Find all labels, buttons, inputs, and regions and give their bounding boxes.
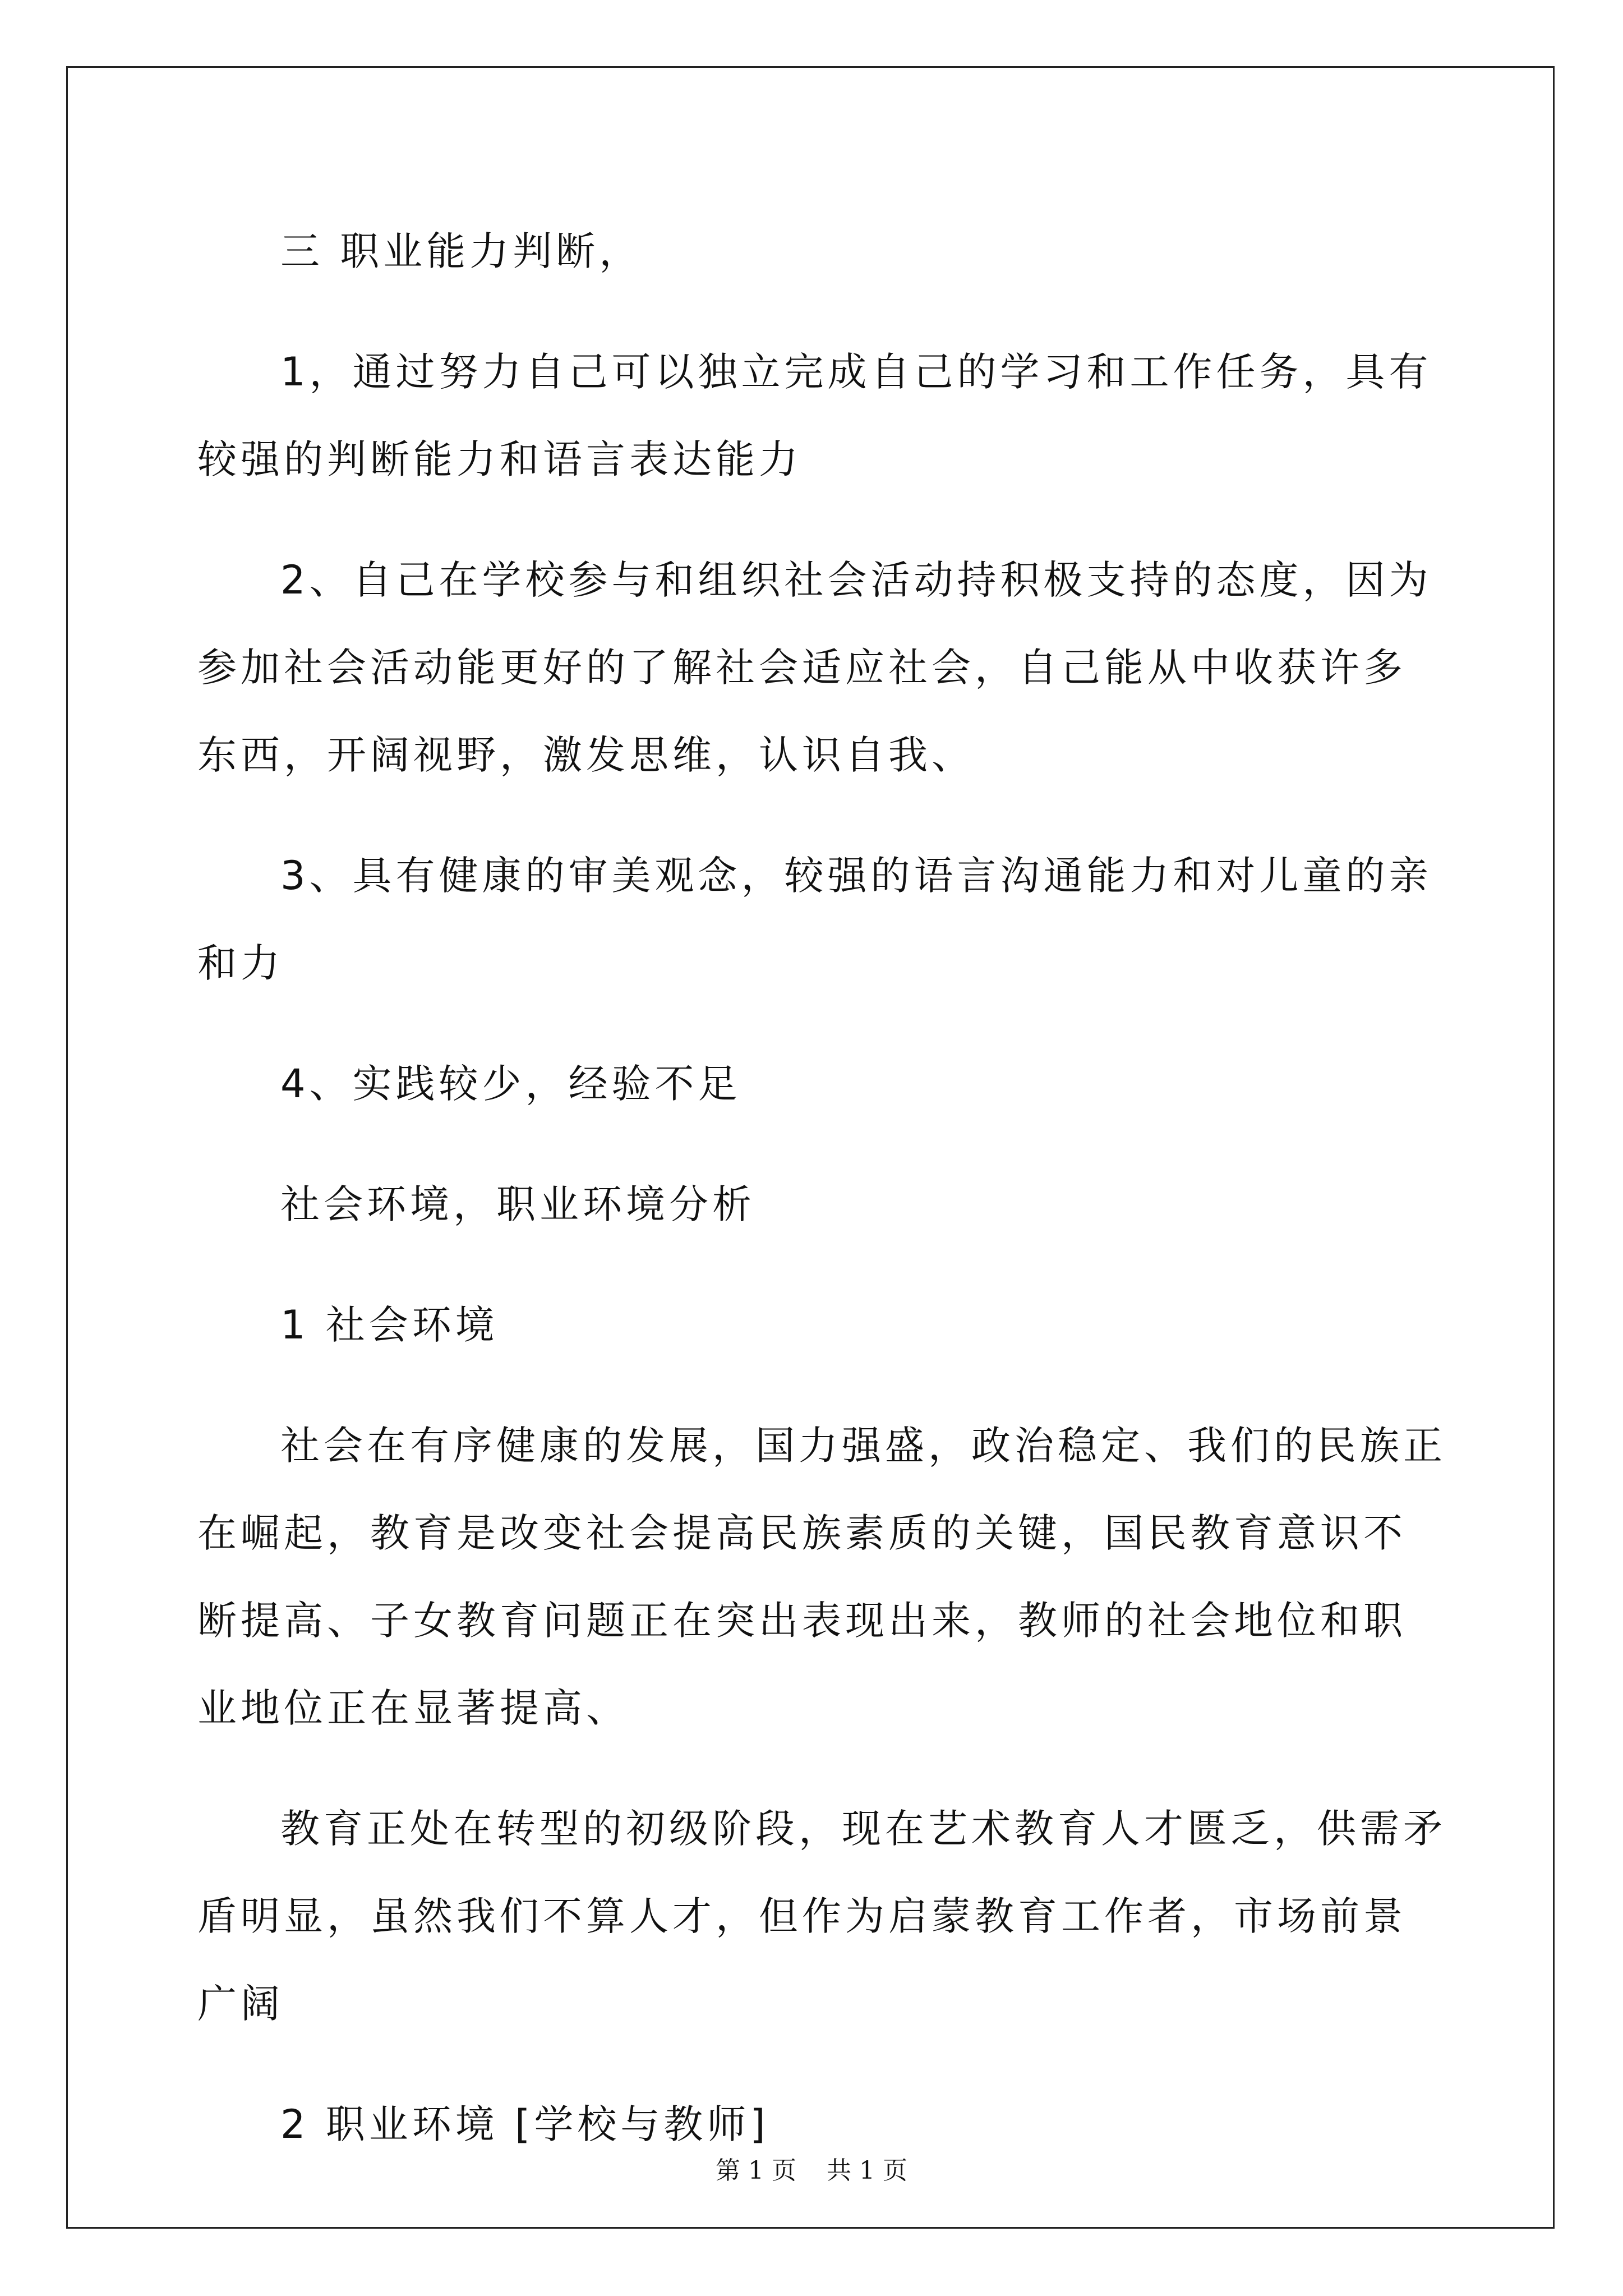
paragraph-ability-3: 3、具有健康的审美观念，较强的语言沟通能力和对儿童的亲和力 (197, 853, 1432, 986)
page-footer (0, 2154, 1623, 2188)
paragraph-ability-1: 1，通过努力自己可以独立完成自己的学习和工作任务，具有较强的判断能力和语言表达能力 (197, 349, 1432, 482)
page-total: 共 1 页 (827, 2156, 907, 2185)
document-body (197, 208, 1448, 2201)
heading-environment-analysis: 社会环境，职业环境分析 (280, 1181, 755, 1227)
paragraph-ability-4: 4、实践较少，经验不足 (280, 1061, 741, 1107)
paragraph-ability-2: 2、自己在学校参与和组织社会活动持积极支持的态度，因为参加社会活动能更好的了解社会适应社会，自己能从中收获许多东西，开阔视野，激发思维，认识自我、 (197, 557, 1432, 778)
heading-social-environment: 1 社会环境 (280, 1302, 499, 1348)
page-number: 第 1 页 (716, 2156, 796, 2185)
paragraph-social-environment: 社会在有序健康的发展，国力强盛，政治稳定、我们的民族正在崛起，教育是改变社会提高民族素质的关键，国民教育意识不断提高、子女教育问题正在突出表现出来，教师的社会地位和职业地位正在显著提高、 (197, 1423, 1446, 1731)
heading-career-environment: 2 职业环境 [学校与教师] (280, 2101, 769, 2147)
paragraph-education-transition: 教育正处在转型的初级阶段，现在艺术教育人才匮乏，供需矛盾明显，虽然我们不算人才，但作为启蒙教育工作者，市场前景广阔 (197, 1806, 1446, 2027)
heading-career-ability: 三 职业能力判断， (280, 228, 643, 274)
